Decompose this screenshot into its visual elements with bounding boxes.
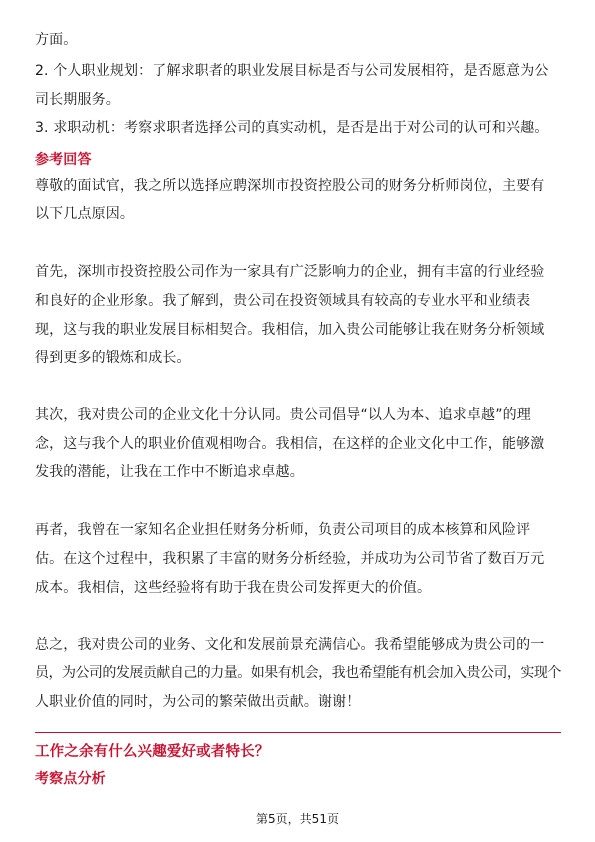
text-line: 以下几点原因。 (35, 206, 135, 222)
text-line: 司长期服务。 (35, 92, 120, 108)
section-divider (35, 732, 561, 733)
text-line: 现，这与我的职业发展目标相契合。我相信，加入贵公司能够让我在财务分析领域 (35, 322, 545, 338)
question-heading: 工作之余有什么兴趣爱好或者特长？ (35, 744, 270, 760)
analysis-heading: 考察点分析 (35, 771, 106, 787)
text-line: 方面。 (35, 32, 78, 48)
text-line: 3. 求职动机：考察求职者选择公司的真实动机，是否是出于对公司的认可和兴趣。 (35, 120, 549, 136)
text-line: 估。在这个过程中，我积累了丰富的财务分析经验，并成功为公司节省了数百万元 (35, 551, 545, 567)
reference-answer-heading: 参考回答 (35, 152, 92, 168)
text-line: 成本。我相信，这些经验将有助于我在贵公司发挥更大的价值。 (35, 580, 432, 596)
text-line: 其次，我对贵公司的企业文化十分认同。贵公司倡导“以人为本、追求卓越”的理 (35, 407, 531, 423)
text-line: 发我的潜能，让我在工作中不断追求卓越。 (35, 464, 304, 480)
text-line: 念，这与我个人的职业价值观相吻合。我相信，在这样的企业文化中工作，能够激 (35, 436, 545, 452)
text-line: 和良好的企业形象。我了解到，贵公司在投资领域具有较高的专业水平和业绩表 (35, 293, 531, 309)
text-line: 人职业价值的同时，为公司的繁荣做出贡献。谢谢！ (35, 694, 361, 710)
text-line: 员，为公司的发展贡献自己的力量。如果有机会，我也希望能有机会加入贵公司，实现个 (35, 665, 561, 681)
text-line: 总之，我对贵公司的业务、文化和发展前景充满信心。我希望能够成为贵公司的一 (35, 637, 545, 653)
text-line: 尊敬的面试官，我之所以选择应聘深圳市投资控股公司的财务分析师岗位，主要有 (35, 178, 545, 194)
text-line: 得到更多的锻炼和成长。 (35, 350, 191, 366)
text-line: 再者，我曾在一家知名企业担任财务分析师，负责公司项目的成本核算和风险评 (35, 522, 531, 538)
page-number: 第5页，共51页 (256, 812, 339, 826)
text-line: 首先，深圳市投资控股公司作为一家具有广泛影响力的企业，拥有丰富的行业经验 (35, 264, 545, 280)
text-line: 2. 个人职业规划：了解求职者的职业发展目标是否与公司发展相符，是否愿意为公 (35, 63, 549, 79)
